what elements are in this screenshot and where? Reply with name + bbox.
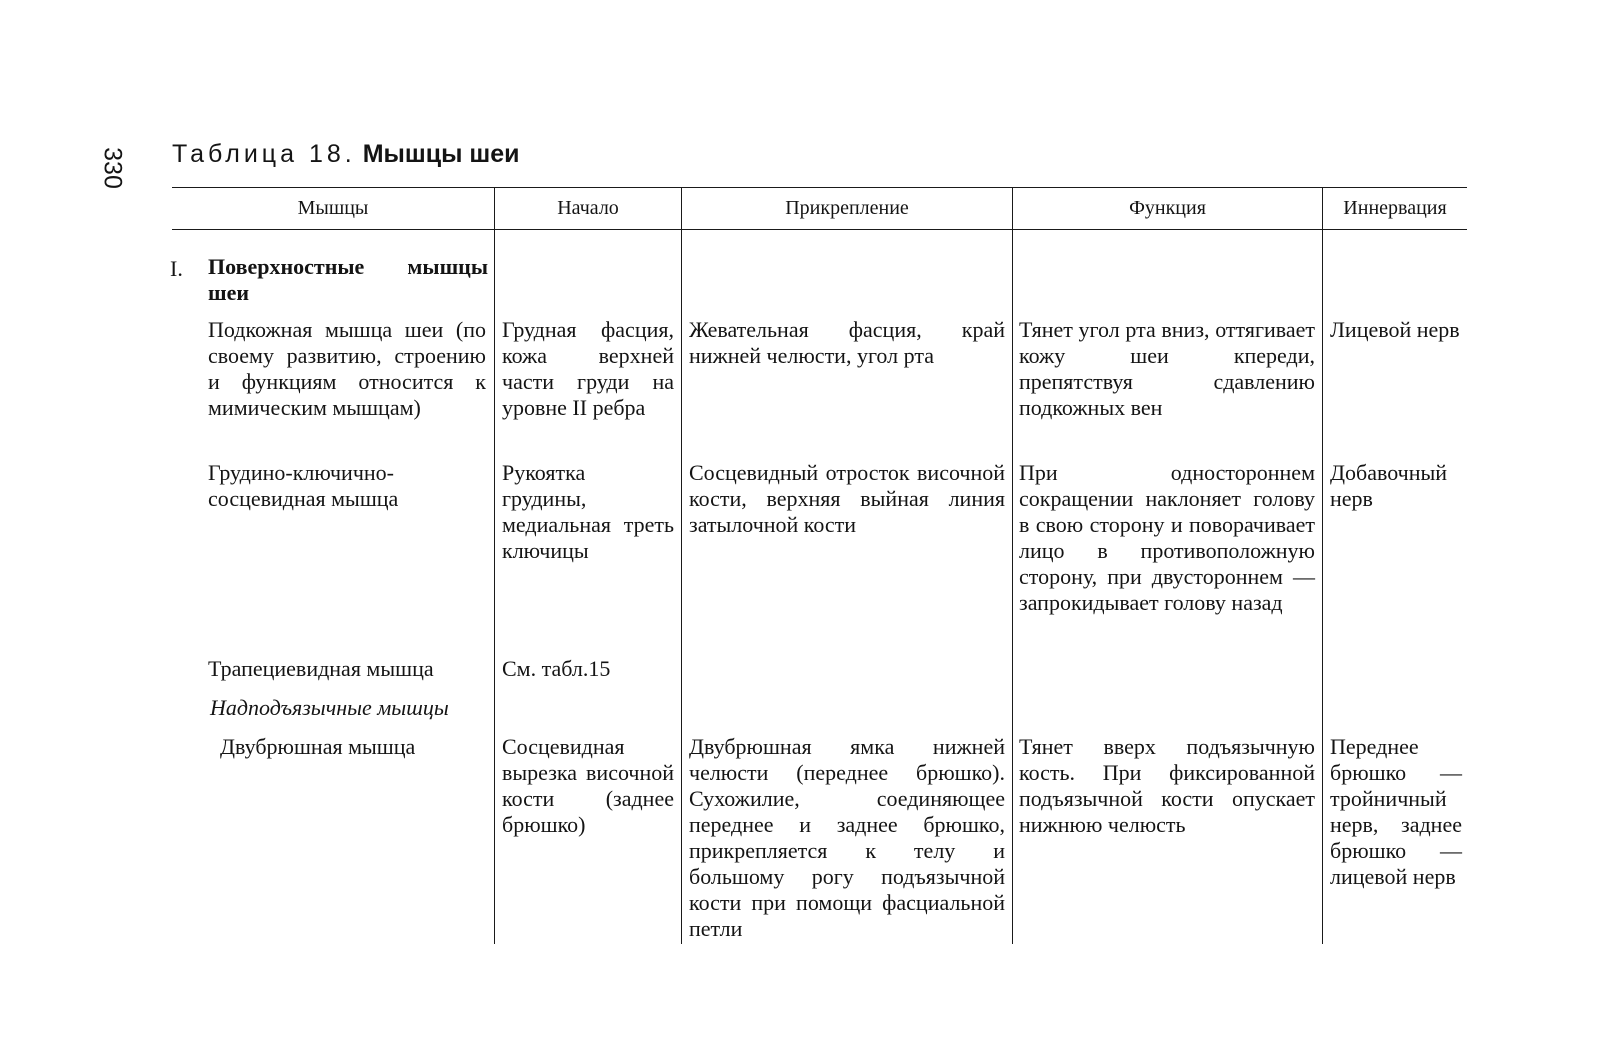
table-cell-muscle: Грудино-ключично-сосцевидная мышца <box>208 460 399 511</box>
table-title-prefix: Таблица 18. <box>172 140 356 168</box>
column-header-innervation: Иннервация <box>1343 197 1447 219</box>
column-header-muscles: Мышцы <box>297 197 369 219</box>
table-cell-innervation: Переднее брюшко — тройничный нерв, заднее брюшко — лицевой нерв <box>1330 734 1462 889</box>
table-cell-innervation: Лицевой нерв <box>1330 317 1460 342</box>
subsection-title: Надподъязычные мышцы <box>210 695 449 720</box>
column-divider <box>494 188 495 944</box>
table-cell-origin: Рукоятка грудины, медиальная треть ключицы <box>502 460 674 563</box>
column-divider <box>1012 188 1013 944</box>
table-header-rule <box>172 229 1467 230</box>
table-cell-muscle: Подкожная мышца шеи (по своему развитию, строению и функциям относится к мимическим мышцам) <box>208 317 486 420</box>
column-header-insertion: Прикрепление <box>785 197 909 219</box>
table-cell-muscle: Трапециевидная мышца <box>208 656 434 681</box>
table-title-name: Мышцы шеи <box>362 140 520 168</box>
page-number: 330 <box>98 147 127 189</box>
section-title: Поверхностные мышцы шеи <box>208 254 488 305</box>
table-cell-muscle: Двубрюшная мышца <box>220 734 416 759</box>
table-cell-function: При одностороннем сокращении наклоняет голову в свою сторону и поворачивает лицо в противоположную сторону, при двустороннем — запрокидывает голову назад <box>1019 460 1315 615</box>
table-cell-insertion: Жевательная фасция, край нижней челюсти, угол рта <box>689 317 1005 368</box>
table-cell-origin: Сосцевидная вырезка височной кости (заднее брюшко) <box>502 734 674 837</box>
table-cell-insertion: Сосцевидный отросток височной кости, верхняя выйная линия затылочной кости <box>689 460 1005 537</box>
table-title <box>172 140 519 169</box>
column-divider <box>1322 188 1323 944</box>
table-cell-function: Тянет вверх подъязычную кость. При фиксированной подъязычной кости опускает нижнюю челюсть <box>1019 734 1315 837</box>
column-header-function: Функция <box>1129 197 1206 219</box>
column-header-origin: Начало <box>557 197 619 219</box>
table-cell-function: Тянет угол рта вниз, оттягивает кожу шеи кпереди, препятствуя сдавлению подкожных вен <box>1019 317 1315 420</box>
table-cell-innervation: Добавочный нерв <box>1330 460 1448 511</box>
column-divider <box>681 188 682 944</box>
table-cell-origin: См. табл.15 <box>502 656 611 681</box>
table-cell-insertion: Двубрюшная ямка нижней челюсти (переднее брюшко). Сухожилие, соединяющее переднее и заднее брюшко, прикрепляется к телу и большому рогу подъязычной кости при помощи фасциальной петли <box>689 734 1005 941</box>
table-cell-origin: Грудная фасция, кожа верхней части груди на уровне II ребра <box>502 317 674 420</box>
section-number: I. <box>170 256 183 281</box>
